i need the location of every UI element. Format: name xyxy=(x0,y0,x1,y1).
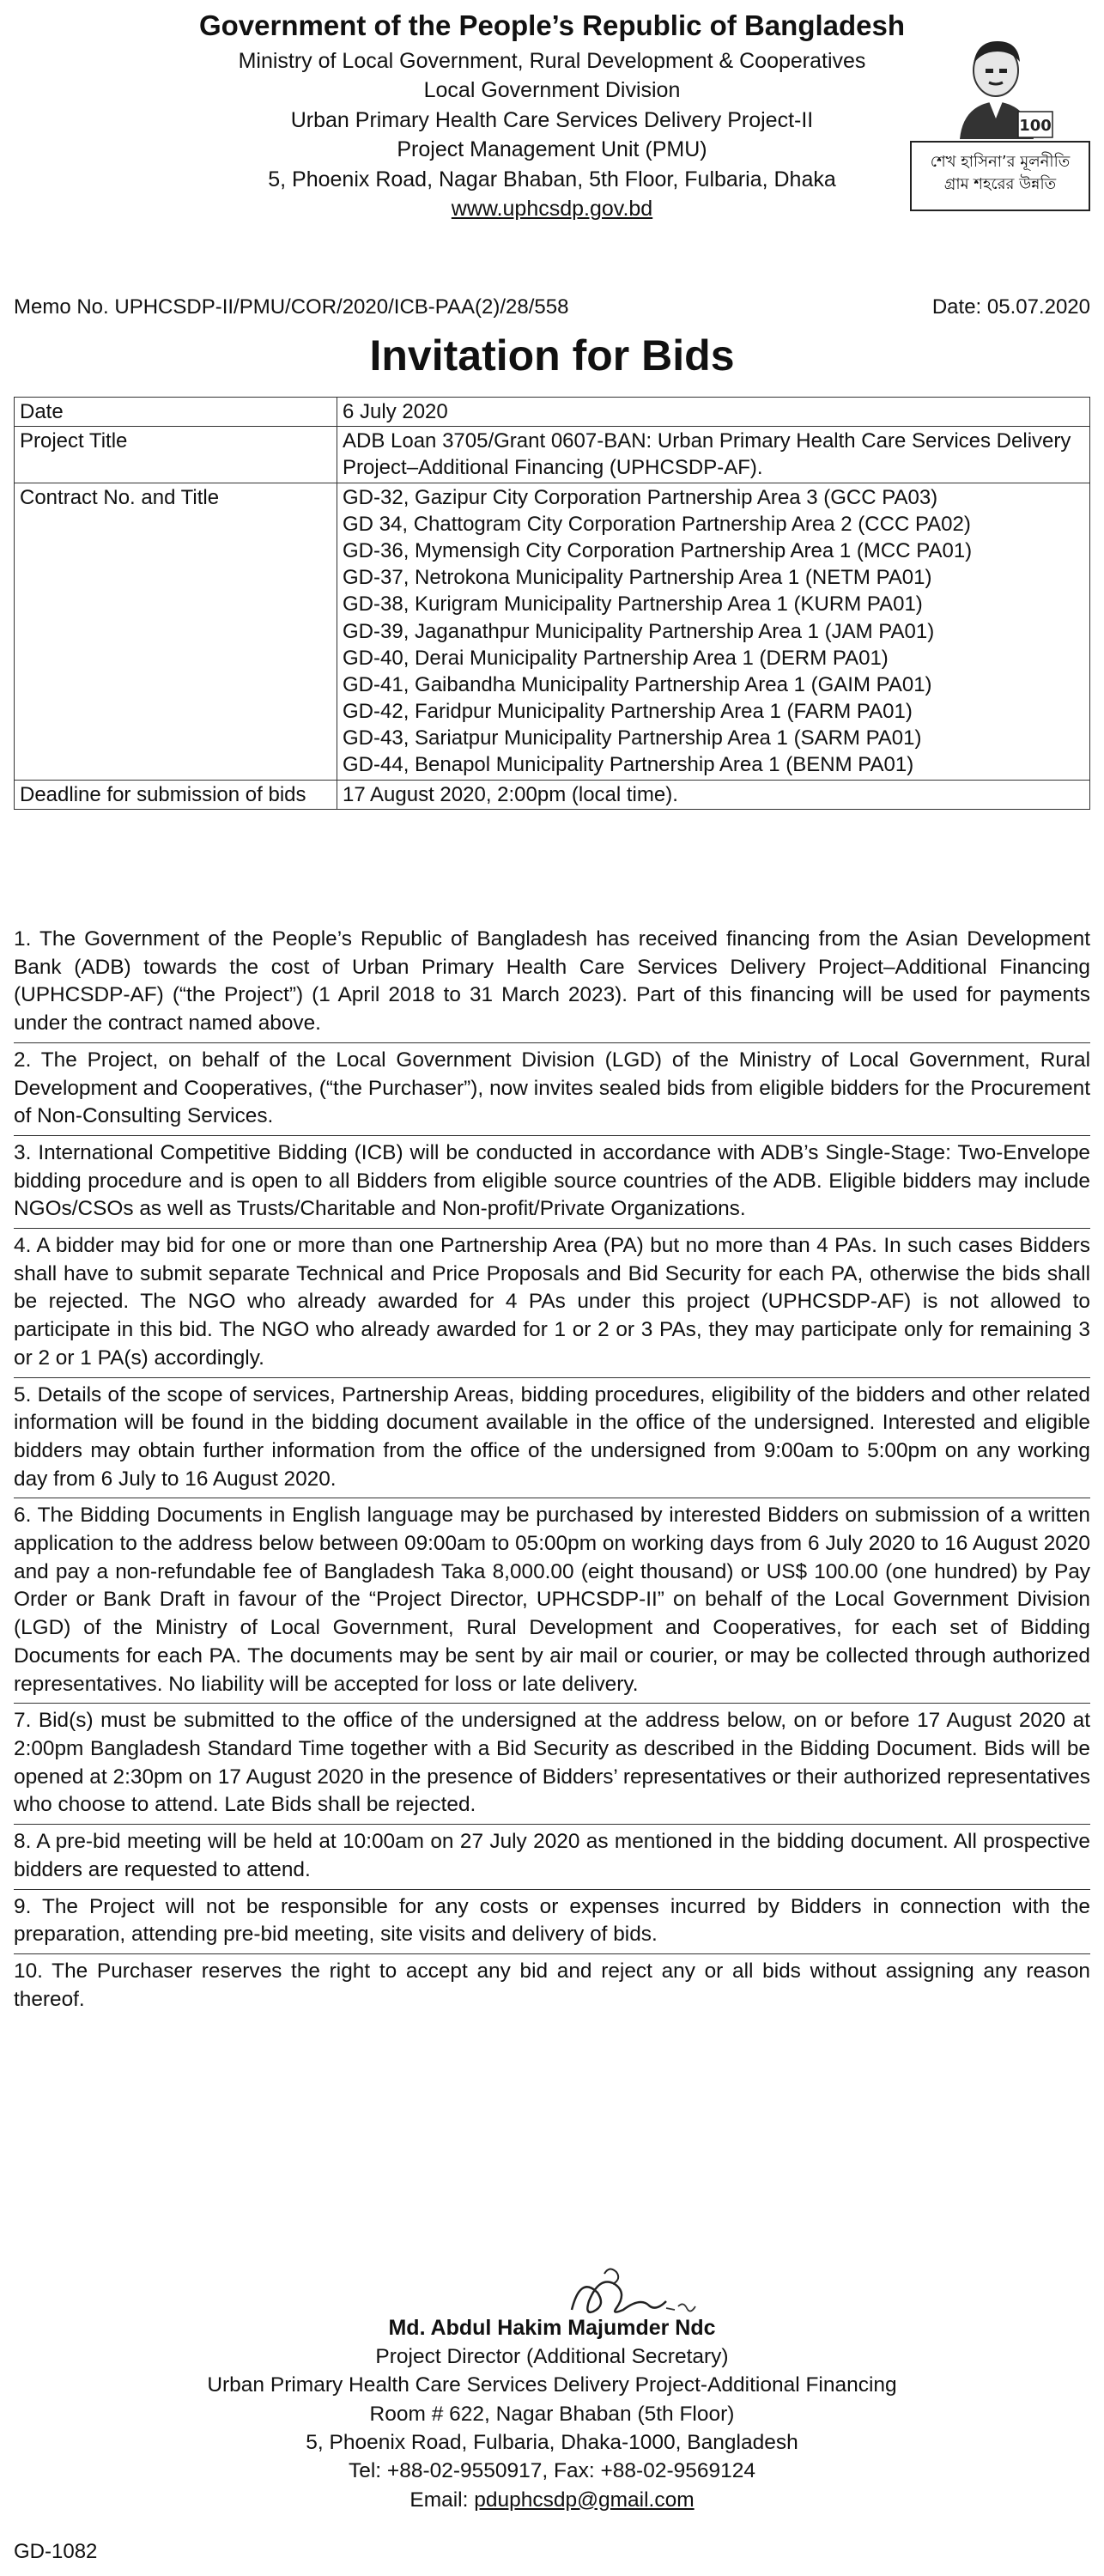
mujib-100-logo xyxy=(910,29,1090,210)
contract-item: GD-40, Derai Municipality Partnership Area 1 (DERM PA01) xyxy=(343,646,889,670)
notice-paragraphs xyxy=(14,922,1090,2018)
paragraph-7: 7. Bid(s) must be submitted to the office of the undersigned at the address below, on or before 17 August 2020 at 2:00pm Bangladesh Standard Time together with a Bid Security as described in the Bidding Document. Bids will be opened at 2:30pm on 17 August 2020 in the presence of Bidders’ representatives or their authorized representatives who choose to attend. Late Bids shall be rejected. xyxy=(14,1704,1090,1825)
project-line: Urban Primary Health Care Services Delivery Project-II xyxy=(290,107,814,132)
memo-date: Date: 05.07.2020 xyxy=(931,295,1090,319)
contract-item: GD-38, Kurigram Municipality Partnership Area 1 (KURM PA01) xyxy=(343,592,923,617)
contract-item: GD-41, Gaibandha Municipality Partnership Area 1 (GAIM PA01) xyxy=(343,672,932,696)
notice-title: Invitation for Bids xyxy=(369,331,735,380)
contract-item: GD-32, Gazipur City Corporation Partnership Area 3 (GCC PA03) xyxy=(343,485,938,509)
paragraph-2: 2. The Project, on behalf of the Local Government Division (LGD) of the Ministry of Local Government, Rural Development and Cooperatives, (“the Purchaser”), now invites sealed bids from eligible bidders for the Procurement of Non-Consulting Services. xyxy=(14,1043,1090,1136)
handwritten-signature-icon xyxy=(555,2258,709,2336)
project-title-label: Project Title xyxy=(15,427,337,483)
paragraph-5: 5. Details of the scope of services, Partnership Areas, bidding procedures, eligibility of the bidders and other related information will be found in the bidding document available in the office of the undersigned. Interested and eligible bidders may obtain further information from the office of the undersigned from 9:00am to 5:00pm on any working day from 6 July to 16 August 2020. xyxy=(14,1378,1090,1499)
tender-notice-page xyxy=(14,9,1090,2567)
contract-list xyxy=(337,483,1090,780)
contract-item: GD-44, Benapol Municipality Partnership Area 1 (BENM PA01) xyxy=(343,753,914,777)
signatory-room: Room # 622, Nagar Bhaban (5th Floor) xyxy=(369,2402,735,2426)
date-value: 6 July 2020 xyxy=(337,398,1090,427)
signatory-address: 5, Phoenix Road, Fulbaria, Dhaka-1000, Bangladesh xyxy=(306,2430,798,2454)
ministry-line: Ministry of Local Government, Rural Development & Cooperatives xyxy=(238,48,866,73)
paragraph-3: 3. International Competitive Bidding (ICB) will be conducted in accordance with ADB’s Single-Stage: Two-Envelope bidding procedure and is open to all Bidders from eligible source countries of the ADB. Eligible bidders may include NGOs/CSOs as well as Trusts/Charitable and Non-profit/Private Organizations. xyxy=(14,1136,1090,1229)
logo-caption-line-1: শেখ হাসিনা’র মূলনীতি xyxy=(930,153,1071,171)
signatory-phone: Tel: +88-02-9550917, Fax: +88-02-9569124 xyxy=(348,2459,756,2483)
table-row xyxy=(15,483,1090,780)
signatory-email-line xyxy=(14,2486,1090,2514)
project-title-value: ADB Loan 3705/Grant 0607-BAN: Urban Primary Health Care Services Delivery Project–Additional Financing (UPHCSDP-AF). xyxy=(337,427,1090,483)
division-line: Local Government Division xyxy=(423,78,681,103)
email-label: Email: xyxy=(409,2488,475,2512)
address-line: 5, Phoenix Road, Nagar Bhaban, 5th Floor, Fulbaria, Dhaka xyxy=(268,167,836,191)
svg-text:100: 100 xyxy=(1019,117,1052,135)
gd-code: GD-1082 xyxy=(14,2540,98,2563)
paragraph-4: 4. A bidder may bid for one or more than one Partnership Area (PA) but no more than 4 PAs. In such cases Bidders shall have to submit separate Technical and Price Proposals and Bid Security for each PA, otherwise the bids shall be rejected. The NGO who already awarded for 4 PAs under this project (UPHCSDP-AF) is not allowed to participate in this bid. The NGO who already awarded for 1 or 2 or 3 PAs, they may participate only for remaining 3 or 2 or 1 PA(s) accordingly. xyxy=(14,1229,1090,1378)
table-row xyxy=(15,398,1090,427)
signatory-project: Urban Primary Health Care Services Delivery Project-Additional Financing xyxy=(207,2373,897,2397)
contract-label: Contract No. and Title xyxy=(15,483,337,780)
email-link[interactable]: pduphcsdp@gmail.com xyxy=(474,2488,695,2512)
contract-item: GD-36, Mymensigh City Corporation Partnership Area 1 (MCC PA01) xyxy=(343,538,973,562)
signatory-name: Md. Abdul Hakim Majumder Ndc xyxy=(388,2316,716,2340)
bid-info-table xyxy=(14,397,1090,810)
pmu-line: Project Management Unit (PMU) xyxy=(397,137,707,162)
contract-item: GD-42, Faridpur Municipality Partnership Area 1 (FARM PA01) xyxy=(343,700,913,724)
paragraph-1: 1. The Government of the People’s Republic of Bangladesh has received financing from the Asian Development Bank (ADB) towards the cost of Urban Primary Health Care Services Delivery Project–Additional Financing (UPHCSDP-AF) (“the Project”) (1 April 2018 to 31 March 2023). Part of this financing will be used for payments under the contract named above. xyxy=(14,922,1090,1043)
signatory-designation: Project Director (Additional Secretary) xyxy=(375,2345,729,2368)
portrait-icon xyxy=(951,29,1054,139)
paragraph-6: 6. The Bidding Documents in English language may be purchased by interested Bidders on submission of a written application to the address below between 09:00am to 05:00pm on working days from 6 July 2020 to 16 August 2020 and pay a non-refundable fee of Bangladesh Taka 8,000.00 (eight thousand) or US$ 100.00 (one hundred) by Pay Order or Bank Draft in favour of the “Project Director, UPHCSDP-II” on behalf of the Local Government Division (LGD) of the Ministry of Local Government, Rural Development and Cooperatives, for each set of Bidding Documents for each PA. The documents may be sent by air mail or courier, or may be collected through authorized representatives. No liability will be accepted for loss or late delivery. xyxy=(14,1498,1090,1704)
deadline-value: 17 August 2020, 2:00pm (local time). xyxy=(337,780,1090,809)
logo-caption-line-2: গ্রাম শহরের উন্নতি xyxy=(943,175,1057,194)
date-label: Date xyxy=(15,398,337,427)
website-link[interactable]: www.uphcsdp.gov.bd xyxy=(451,197,653,222)
signature-block xyxy=(14,2313,1090,2514)
paragraph-9: 9. The Project will not be responsible for any costs or expenses incurred by Bidders in connection with the preparation, attending pre-bid meeting, site visits and delivery of bids. xyxy=(14,1890,1090,1954)
contract-item: GD-43, Sariatpur Municipality Partnership Area 1 (SARM PA01) xyxy=(343,726,922,750)
contract-item: GD-39, Jaganathpur Municipality Partnership Area 1 (JAM PA01) xyxy=(343,619,935,643)
paragraph-8: 8. A pre-bid meeting will be held at 10:00am on 27 July 2020 as mentioned in the bidding document. All prospective bidders are requested to attend. xyxy=(14,1825,1090,1889)
notice-header xyxy=(14,9,1090,299)
table-row xyxy=(15,427,1090,483)
contract-item: GD-37, Netrokona Municipality Partnership Area 1 (NETM PA01) xyxy=(343,566,932,590)
government-title: Government of the People’s Republic of Bangladesh xyxy=(198,9,906,41)
deadline-label: Deadline for submission of bids xyxy=(15,780,337,809)
contract-item: GD 34, Chattogram City Corporation Partnership Area 2 (CCC PA02) xyxy=(343,512,971,536)
memo-number: Memo No. UPHCSDP-II/PMU/COR/2020/ICB-PAA(2)/28/558 xyxy=(14,295,569,319)
memo-row xyxy=(14,294,1090,325)
table-row xyxy=(15,780,1090,809)
logo-caption xyxy=(910,141,1090,211)
paragraph-10: 10. The Purchaser reserves the right to accept any bid and reject any or all bids without assigning any reason thereof. xyxy=(14,1959,1090,2011)
